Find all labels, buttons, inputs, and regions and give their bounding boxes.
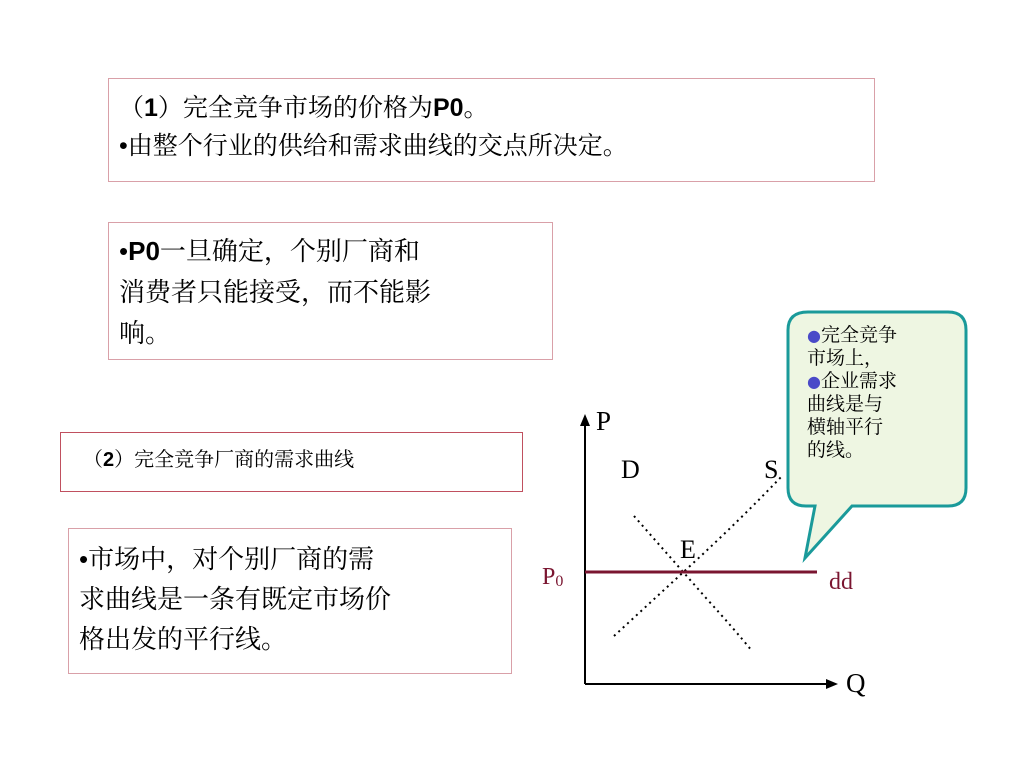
item-number: 1 (144, 94, 158, 122)
supply-curve (614, 476, 782, 636)
x-axis-label: Q (846, 668, 866, 698)
callout-line-4: 曲线是与 (807, 393, 884, 415)
x-axis-arrow-icon (826, 679, 838, 689)
callout-line-5: 横轴平行 (807, 416, 884, 438)
statement-4-line-2: 求曲线是一条有既定市场价 (79, 585, 392, 615)
demand-label: D (621, 455, 640, 484)
callout-text (807, 324, 957, 462)
bullet-icon: • (79, 544, 89, 574)
paren-open: （ (119, 93, 145, 122)
line-text: 市场中，对个别厂商的需 (88, 545, 375, 575)
bullet-icon: • (119, 236, 129, 266)
equilibrium-label: E (680, 535, 696, 564)
callout-line-1 (807, 324, 957, 347)
callout-line-6: 的线。 (807, 439, 865, 461)
price-label (542, 564, 563, 590)
bullet-icon: ● (807, 326, 821, 345)
bullet-icon: • (119, 132, 128, 160)
supply-label: S (764, 455, 779, 484)
price-label-subscript: 0 (555, 573, 564, 590)
heading-text: ）完全竞争市场的价格为 (157, 93, 433, 122)
statement-2-line-2: 消费者只能接受，而不能影 (119, 278, 432, 308)
y-axis-arrow-icon (580, 414, 590, 426)
statement-4-line-3: 格出发的平行线。 (79, 625, 288, 655)
y-axis-label: P (596, 406, 612, 436)
bullet-icon: ● (807, 372, 821, 391)
paren-open: （ (83, 447, 103, 471)
price-label-main: P (542, 564, 556, 590)
heading-text: ）完全竞争厂商的需求曲线 (114, 447, 355, 471)
callout-text-3: 企业需求 (820, 370, 897, 392)
line-text: 一旦确定，个别厂商和 (159, 237, 420, 267)
callout-text-1: 完全竞争 (820, 324, 897, 346)
price-term: P0 (432, 94, 464, 122)
item-number: 2 (103, 449, 115, 471)
dd-label: dd (829, 569, 853, 595)
bullet-text: 由整个行业的供给和需求曲线的交点所决定。 (127, 131, 628, 160)
callout-line-2: 市场上， (807, 347, 884, 369)
price-term: P0 (128, 236, 160, 266)
statement-2-line-3: 响。 (119, 319, 172, 349)
callout-line-3 (807, 370, 957, 393)
period: 。 (463, 93, 489, 122)
